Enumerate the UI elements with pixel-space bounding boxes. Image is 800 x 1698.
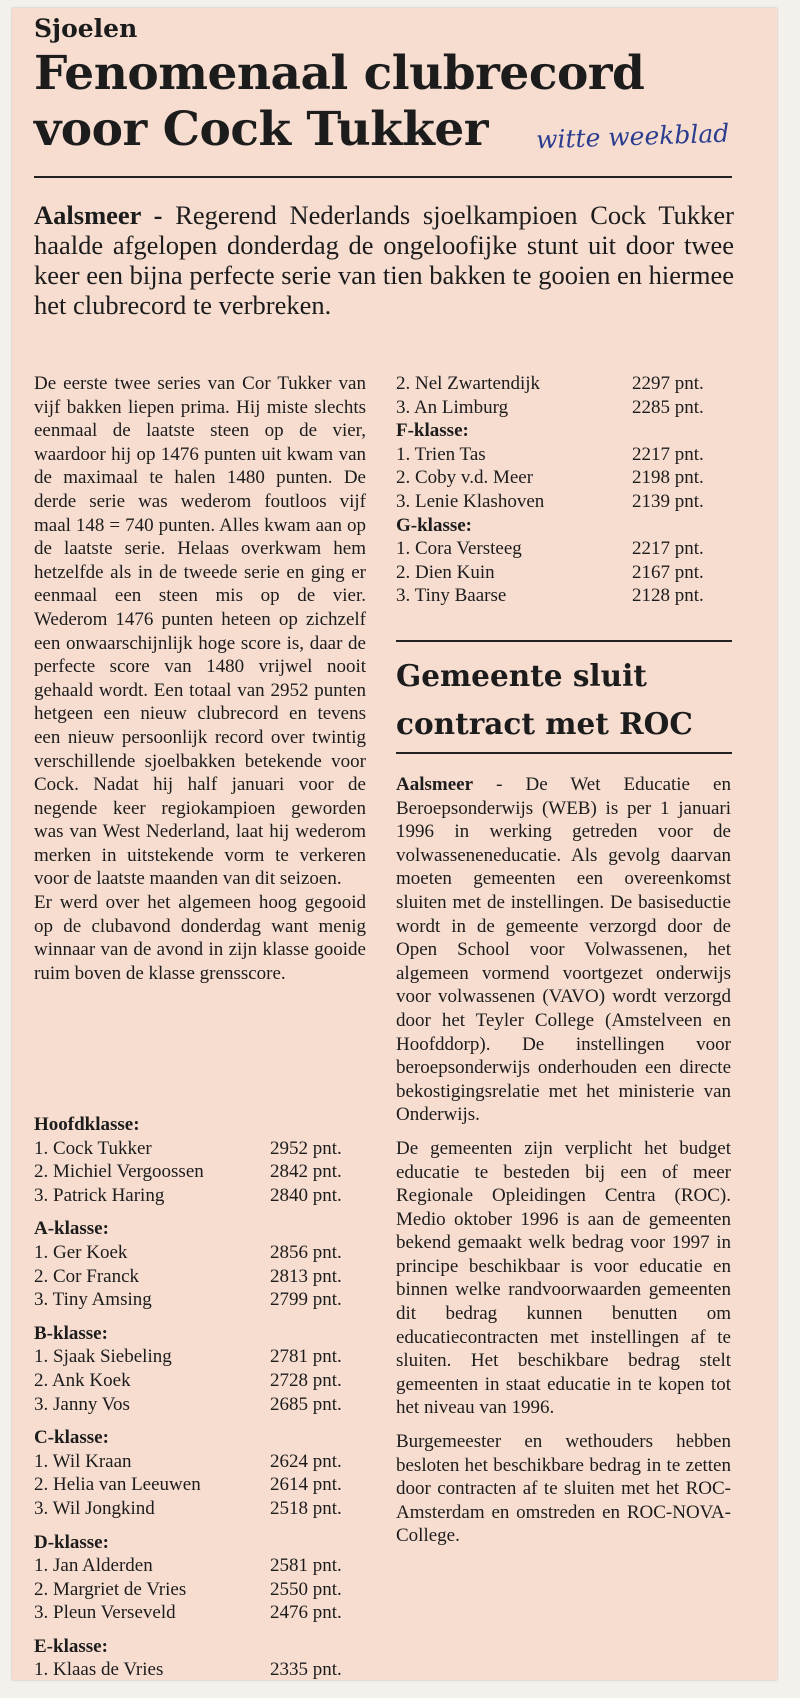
result-row: 2. Margriet de Vries 2550 pnt. [34, 1578, 342, 1600]
sub-article-paragraph-1: Aalsmeer - De Wet Educatie en Beroepsonderwijs (WEB) is per 1 januari 1996 in werking getreden voor de volwasseneneducatie. Als gevolg daarvan moeten gemeenten een overeenkomst sluiten met de instellingen. De basiseductie wordt in de gemeente verzorgd door de Open School voor Volwassenen, het algemeen vormend voortgezet onderwijs voor volwassenen (VAVO) wordt verzorgd door het Teyler College (Amstelveen en Hoofddorp). De instellingen voor beroepsonderwijs onderhouden een directe bekostigingsrelatie met het ministerie van Onderwijs. [396, 774, 731, 1126]
sub-article-paragraph-3: Burgemeester en wethouders hebben besloten het beschikbare bedrag in te zetten door contracten af te sluiten met het ROC-Amsterdam en omstreden en ROC-NOVA-College. [396, 1431, 731, 1547]
result-row: 1. Trien Tas 2217 pnt. [396, 443, 704, 465]
result-row: 1. Jan Alderden 2581 pnt. [34, 1555, 342, 1577]
headline-rule [34, 176, 732, 178]
result-row: 3. Janny Vos 2685 pnt. [34, 1393, 342, 1415]
results-heading: D-klasse: [34, 1531, 109, 1553]
sub-article-headline [396, 652, 736, 748]
results-heading: C-klasse: [34, 1427, 109, 1449]
result-row: 3. Tiny Baarse 2128 pnt. [396, 585, 704, 607]
results-heading: E-klasse: [34, 1635, 108, 1657]
results-group-hoofdklasse [34, 1113, 366, 1207]
body-column-left [34, 372, 366, 985]
sub-article-rule-top [396, 640, 732, 642]
results-group-a [34, 1217, 366, 1311]
sub-article-place: Aalsmeer [396, 774, 474, 795]
results-group-d [34, 1531, 366, 1625]
result-row: 1. Cora Versteeg 2217 pnt. [396, 538, 704, 560]
result-row: 2. Cor Franck 2813 pnt. [34, 1265, 342, 1287]
result-row: 1. Sjaak Siebeling 2781 pnt. [34, 1346, 342, 1368]
result-row: 3. Tiny Amsing 2799 pnt. [34, 1289, 342, 1311]
result-row: 1. Ger Koek 2856 pnt. [34, 1241, 342, 1263]
lead-place: Aalsmeer - [34, 200, 163, 230]
result-row: 3. Wil Jongkind 2518 pnt. [34, 1497, 342, 1519]
results-heading: F-klasse: [396, 420, 469, 442]
result-row: 2. Coby v.d. Meer 2198 pnt. [396, 467, 704, 489]
result-row: 1. Cock Tukker 2952 pnt. [34, 1137, 342, 1159]
lead-text: Regerend Nederlands sjoelkampioen Cock Tukker haalde afgelopen donderdag de ongeloofijke stunt uit door twee keer een bijna perfecte serie van tien bakken te gooien en hiermee het clubrecord te verbreken. [34, 200, 734, 320]
result-row: 2. Michiel Vergoossen 2842 pnt. [34, 1161, 342, 1183]
result-row: 2. Helia van Leeuwen 2614 pnt. [34, 1474, 342, 1496]
results-heading: G-klasse: [396, 514, 472, 536]
headline-line-2: voor Cock Tukker [34, 102, 489, 157]
body-paragraph-1: De eerste twee series van Cor Tukker van vijf bakken liepen prima. Hij miste slechts eenmaal de laatste steen op de vier, waardoor hij op 1476 punten uit kwam van de maximaal te halen 1480 punten. De derde serie was wederom foutloos vijf maal 148 = 740 punten. Alles kwam aan op de laatste serie. Helaas overkwam hem hetzelfde als in de tweede serie en ging er eenmaal een steen mis op de vier. Wederom 1476 punten heteen op zichzelf een onwaarschijnlijk hoge score is, daar de perfecte score van 1480 vrijwel nooit gehaald wordt. Een totaal van 2952 punten hetgeen een nieuw clubrecord en tevens een nieuw persoonlijk record over twintig verschillende sjoelbakken betekende voor Cock. Nadat hij half januari voor de negende keer regiokampioen geworden was van West Nederland, laat hij wederom merken in uitstekende vorm te verkeren voor de laatste maanden van dit seizoen. [34, 373, 366, 890]
sub-article-body [396, 773, 731, 1548]
result-row: 3. Lenie Klashoven 2139 pnt. [396, 490, 704, 512]
section-kicker: Sjoelen [34, 14, 138, 43]
result-row: 3. Patrick Haring 2840 pnt. [34, 1184, 342, 1206]
results-heading: Hoofdklasse: [34, 1114, 140, 1135]
results-right [396, 372, 732, 608]
results-group-b [34, 1322, 366, 1416]
results-heading: A-klasse: [34, 1218, 109, 1240]
result-row: 3. An Limburg 2285 pnt. [396, 396, 704, 418]
results-group-e [34, 1635, 366, 1682]
results-group-c [34, 1426, 366, 1520]
sub-headline-line-1: Gemeente sluit [396, 658, 647, 693]
results-heading: B-klasse: [34, 1322, 108, 1344]
sub-headline-line-2: contract met ROC [396, 706, 693, 741]
result-row: 2. Dien Kuin 2167 pnt. [396, 561, 704, 583]
headline-line-1: Fenomenaal clubrecord [34, 46, 645, 101]
handwritten-note: witte weekblad [535, 118, 730, 155]
result-row: 1. Klaas de Vries 2335 pnt. [34, 1659, 342, 1681]
sub-article-paragraph-2: De gemeenten zijn verplicht het budget educatie te besteden bij een of meer Regionale Opleidingen Centra (ROC). Medio oktober 1996 is aan de gemeenten bekend gemaakt welk bedrag voor 1997 in principe beschikbaar is voor educatie en binnen welke randvoorwaarden gemeenten dit bedrag kunnen benutten om educatiecontracten met instellingen af te sluiten. Het beschikbare bedrag stelt gemeenten in staat educatie in te kopen tot het niveau van 1996. [396, 1137, 731, 1419]
body-paragraph-2: Er werd over het algemeen hoog gegooid op de clubavond donderdag want menig winnaar van de avond in zijn klasse gooide ruim boven de klasse grensscore. [34, 892, 366, 984]
result-row: 3. Pleun Verseveld 2476 pnt. [34, 1602, 342, 1624]
sub-article-rule-bottom [396, 752, 732, 754]
results-left [34, 1113, 366, 1682]
result-row: 2. Ank Koek 2728 pnt. [34, 1369, 342, 1391]
result-row: 2. Nel Zwartendijk 2297 pnt. [396, 373, 704, 394]
result-row: 1. Wil Kraan 2624 pnt. [34, 1450, 342, 1472]
lead-paragraph [34, 200, 734, 320]
